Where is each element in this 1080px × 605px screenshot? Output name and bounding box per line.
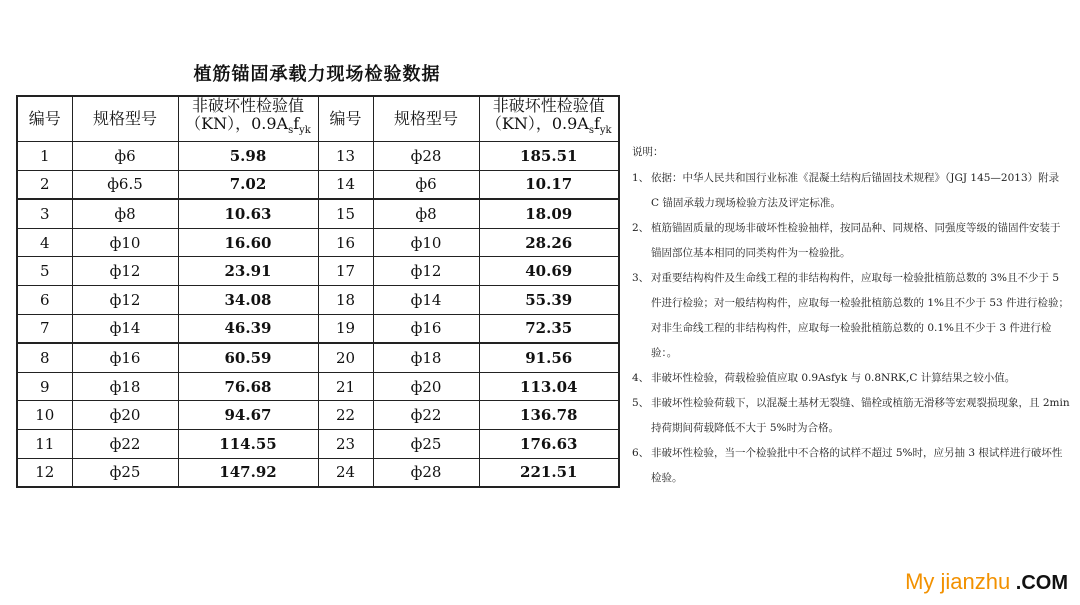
table-title: 植筋锚固承载力现场检验数据	[193, 64, 441, 85]
row-value: 185.51	[479, 142, 619, 171]
row-spec: ф28	[373, 142, 479, 171]
row-value: 221.51	[479, 458, 619, 487]
row-spec: ф6.5	[72, 170, 178, 199]
header-value-prefix: （KN），0.9A	[185, 114, 289, 134]
row-value: 113.04	[479, 372, 619, 401]
row-no: 19	[318, 314, 373, 343]
header-value-prefix: （KN），0.9A	[485, 114, 589, 134]
row-spec: ф8	[72, 199, 178, 228]
row-spec: ф18	[72, 372, 178, 401]
row-no: 14	[318, 170, 373, 199]
row-value: 114.55	[178, 429, 318, 458]
header-value-sub: s	[588, 125, 594, 137]
header-value	[479, 96, 619, 142]
note-text: 依据：中华人民共和国行业标准《混凝土结构后锚固技术规程》（JGJ 145—2013）附录 C 锚固承载力现场检验方法及评定标准。	[651, 172, 1060, 209]
header-value-f: f	[593, 114, 600, 134]
header-value-sub: yk	[599, 125, 612, 137]
row-no: 20	[318, 343, 373, 372]
header-value-line1: 非破坏性检验值	[191, 96, 304, 116]
table-header-row	[17, 96, 619, 142]
row-value: 91.56	[479, 343, 619, 372]
note-number: 3、	[632, 272, 650, 284]
row-no: 3	[17, 199, 72, 228]
table-row	[17, 314, 619, 343]
row-spec: ф25	[72, 458, 178, 487]
row-value: 28.26	[479, 228, 619, 257]
row-spec: ф20	[373, 372, 479, 401]
row-no: 7	[17, 314, 72, 343]
row-spec: ф10	[373, 228, 479, 257]
row-no: 8	[17, 343, 72, 372]
row-value: 23.91	[178, 257, 318, 286]
note-item	[632, 441, 1070, 491]
row-no: 11	[17, 429, 72, 458]
row-spec: ф6	[373, 170, 479, 199]
row-value: 76.68	[178, 372, 318, 401]
row-spec: ф28	[373, 458, 479, 487]
row-spec: ф25	[373, 429, 479, 458]
note-text: 植筋锚固质量的现场非破坏性检验抽样，按同品种、同规格、同强度等级的锚固件安装于锚固部位基本相同的同类构件为一检验批。	[651, 222, 1061, 259]
table-row	[17, 429, 619, 458]
row-spec: ф14	[72, 314, 178, 343]
notes-list	[632, 166, 1070, 491]
row-value: 94.67	[178, 401, 318, 430]
row-spec: ф20	[72, 401, 178, 430]
watermark-domain: .COM	[1010, 572, 1068, 594]
row-no: 15	[318, 199, 373, 228]
row-no: 23	[318, 429, 373, 458]
row-spec: ф12	[72, 285, 178, 314]
row-no: 16	[318, 228, 373, 257]
row-no: 17	[318, 257, 373, 286]
row-value: 10.63	[178, 199, 318, 228]
row-no: 18	[318, 285, 373, 314]
row-value: 147.92	[178, 458, 318, 487]
row-value: 60.59	[178, 343, 318, 372]
header-value-sub: s	[288, 125, 294, 137]
site-watermark	[905, 569, 1068, 595]
watermark-brand: My jianzhu	[905, 569, 1011, 594]
table-row	[17, 372, 619, 401]
table-row	[17, 142, 619, 171]
row-no: 2	[17, 170, 72, 199]
header-value-line2	[480, 115, 619, 140]
note-text: 非破坏性检验荷载下，以混凝土基材无裂缝、锚栓或植筋无滑移等宏观裂损现象，且 2min 持荷期间荷载降低不大于 5%时为合格。	[651, 397, 1070, 434]
row-no: 6	[17, 285, 72, 314]
table-row	[17, 401, 619, 430]
note-number: 5、	[632, 397, 650, 409]
row-no: 10	[17, 401, 72, 430]
row-no: 1	[17, 142, 72, 171]
note-text: 非破坏性检验，荷载检验值应取 0.9Asfyk 与 0.8NRK,C 计算结果之较小值。	[651, 372, 1016, 384]
row-spec: ф22	[373, 401, 479, 430]
table-row	[17, 257, 619, 286]
row-spec: ф12	[373, 257, 479, 286]
header-value-f: f	[293, 114, 300, 134]
notes-heading: 说明：	[632, 146, 664, 158]
note-item	[632, 366, 1070, 391]
note-item	[632, 391, 1070, 441]
note-item	[632, 216, 1070, 266]
note-number: 1、	[632, 172, 650, 184]
table-row	[17, 458, 619, 487]
header-value-line1: 非破坏性检验值	[492, 96, 605, 116]
header-no: 编号	[17, 96, 72, 142]
note-item	[632, 266, 1070, 366]
header-value-sub: yk	[299, 125, 311, 137]
row-value: 7.02	[178, 170, 318, 199]
row-no: 9	[17, 372, 72, 401]
table-row	[17, 228, 619, 257]
row-value: 55.39	[479, 285, 619, 314]
notes-section	[632, 140, 1070, 491]
row-spec: ф6	[72, 142, 178, 171]
row-spec: ф12	[72, 257, 178, 286]
row-value: 40.69	[479, 257, 619, 286]
note-item	[632, 166, 1070, 216]
table-row	[17, 343, 619, 372]
row-no: 24	[318, 458, 373, 487]
header-value-line2	[179, 115, 318, 140]
row-spec: ф18	[373, 343, 479, 372]
row-value: 16.60	[178, 228, 318, 257]
row-value: 18.09	[479, 199, 619, 228]
row-value: 176.63	[479, 429, 619, 458]
row-no: 22	[318, 401, 373, 430]
row-no: 12	[17, 458, 72, 487]
row-spec: ф22	[72, 429, 178, 458]
row-spec: ф8	[373, 199, 479, 228]
row-value: 72.35	[479, 314, 619, 343]
note-text: 对重要结构构件及生命线工程的非结构构件，应取每一检验批植筋总数的 3%且不少于 5 件进行检验；对一般结构构件，应取每一检验批植筋总数的 1%且不少于 53 件进行检验；对非生命线工程的非结构构件，应取每一检验批植筋总数的 0.1%且不少于 3 件进行检验：。	[651, 272, 1070, 359]
row-no: 4	[17, 228, 72, 257]
note-number: 2、	[632, 222, 650, 234]
row-value: 10.17	[479, 170, 619, 199]
row-value: 46.39	[178, 314, 318, 343]
row-spec: ф10	[72, 228, 178, 257]
row-value: 5.98	[178, 142, 318, 171]
table-row	[17, 199, 619, 228]
row-no: 13	[318, 142, 373, 171]
row-spec: ф16	[373, 314, 479, 343]
row-no: 5	[17, 257, 72, 286]
table-row	[17, 285, 619, 314]
row-spec: ф16	[72, 343, 178, 372]
table-row	[17, 170, 619, 199]
row-no: 21	[318, 372, 373, 401]
header-value	[178, 96, 318, 142]
inspection-data-table	[16, 95, 620, 488]
header-spec: 规格型号	[72, 96, 178, 142]
note-text: 非破坏性检验，当一个检验批中不合格的试样不超过 5%时，应另抽 3 根试样进行破坏性检验。	[651, 447, 1063, 484]
row-spec: ф14	[373, 285, 479, 314]
row-value: 34.08	[178, 285, 318, 314]
header-spec: 规格型号	[373, 96, 479, 142]
note-number: 6、	[632, 447, 650, 459]
row-value: 136.78	[479, 401, 619, 430]
header-no: 编号	[318, 96, 373, 142]
note-number: 4、	[632, 372, 650, 384]
